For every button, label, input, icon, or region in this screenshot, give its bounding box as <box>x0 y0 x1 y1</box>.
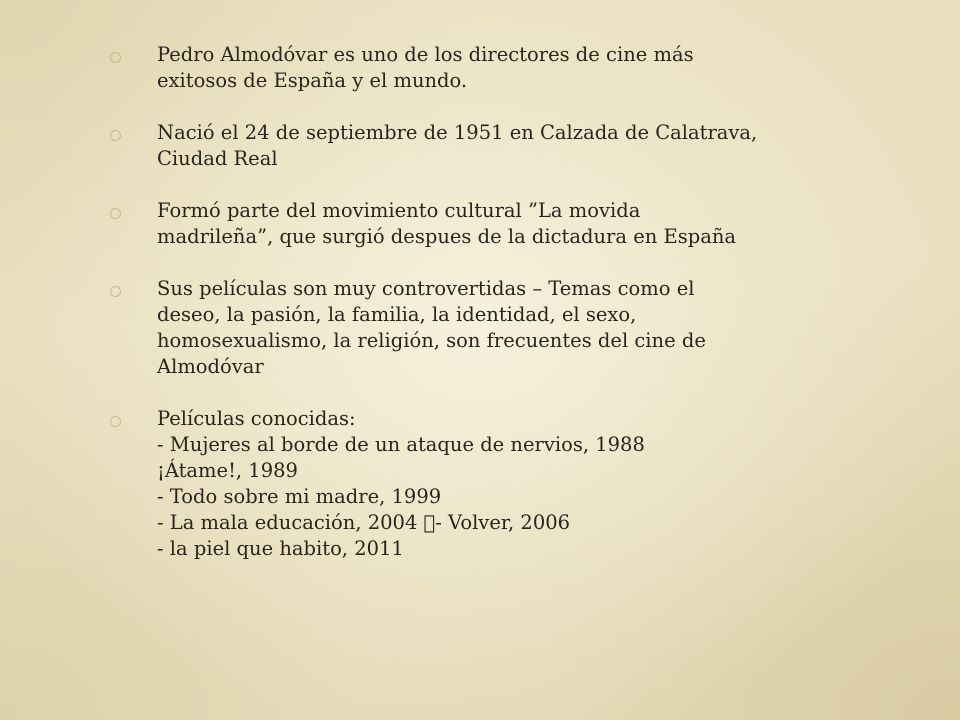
bullet-text-line: Ciudad Real <box>157 147 278 170</box>
bullet-text-line: Películas conocidas: <box>157 407 356 430</box>
bullet-text-line: Nació el 24 de septiembre de 1951 en Calzada de Calatrava, <box>157 121 758 144</box>
bullet-text-line: deseo, la pasión, la familia, la identidad, el sexo, <box>157 303 637 326</box>
bullet-text-line: exitosos de España y el mundo. <box>157 69 468 92</box>
bullet-circle-icon <box>110 130 121 141</box>
bullet-item-intro <box>104 42 849 94</box>
bullet-text-line: homosexualismo, la religión, son frecuentes del cine de <box>157 329 706 352</box>
bullet-circle-icon <box>110 208 121 219</box>
bullet-circle-icon <box>110 52 121 63</box>
bullet-item-films <box>104 406 849 562</box>
bullet-circle-icon <box>110 286 121 297</box>
film-list-line: - Todo sobre mi madre, 1999 <box>157 485 442 508</box>
bullet-list <box>104 42 849 588</box>
film-list-line: - la piel que habito, 2011 <box>157 537 404 560</box>
bullet-item-movida <box>104 198 849 250</box>
bullet-item-themes <box>104 276 849 380</box>
film-list-line: - Mujeres al borde de un ataque de nervios, 1988 <box>157 433 645 456</box>
film-list-line: - La mala educación, 2004 - Volver, 2006 <box>157 511 559 534</box>
bullet-circle-icon <box>110 416 121 427</box>
bullet-text-line: Almodóvar <box>157 355 264 378</box>
bullet-item-birth <box>104 120 849 172</box>
bullet-text-line: Pedro Almodóvar es uno de los directores de cine más <box>157 43 694 66</box>
bullet-text-line: Formó parte del movimiento cultural ”La movida <box>157 199 641 222</box>
bullet-text-line: Sus películas son muy controvertidas – Temas como el <box>157 277 695 300</box>
film-list-line: ¡Átame!, 1989 <box>157 459 298 482</box>
bullet-text-line: madrileña”, que surgió despues de la dictadura en España <box>157 225 737 248</box>
